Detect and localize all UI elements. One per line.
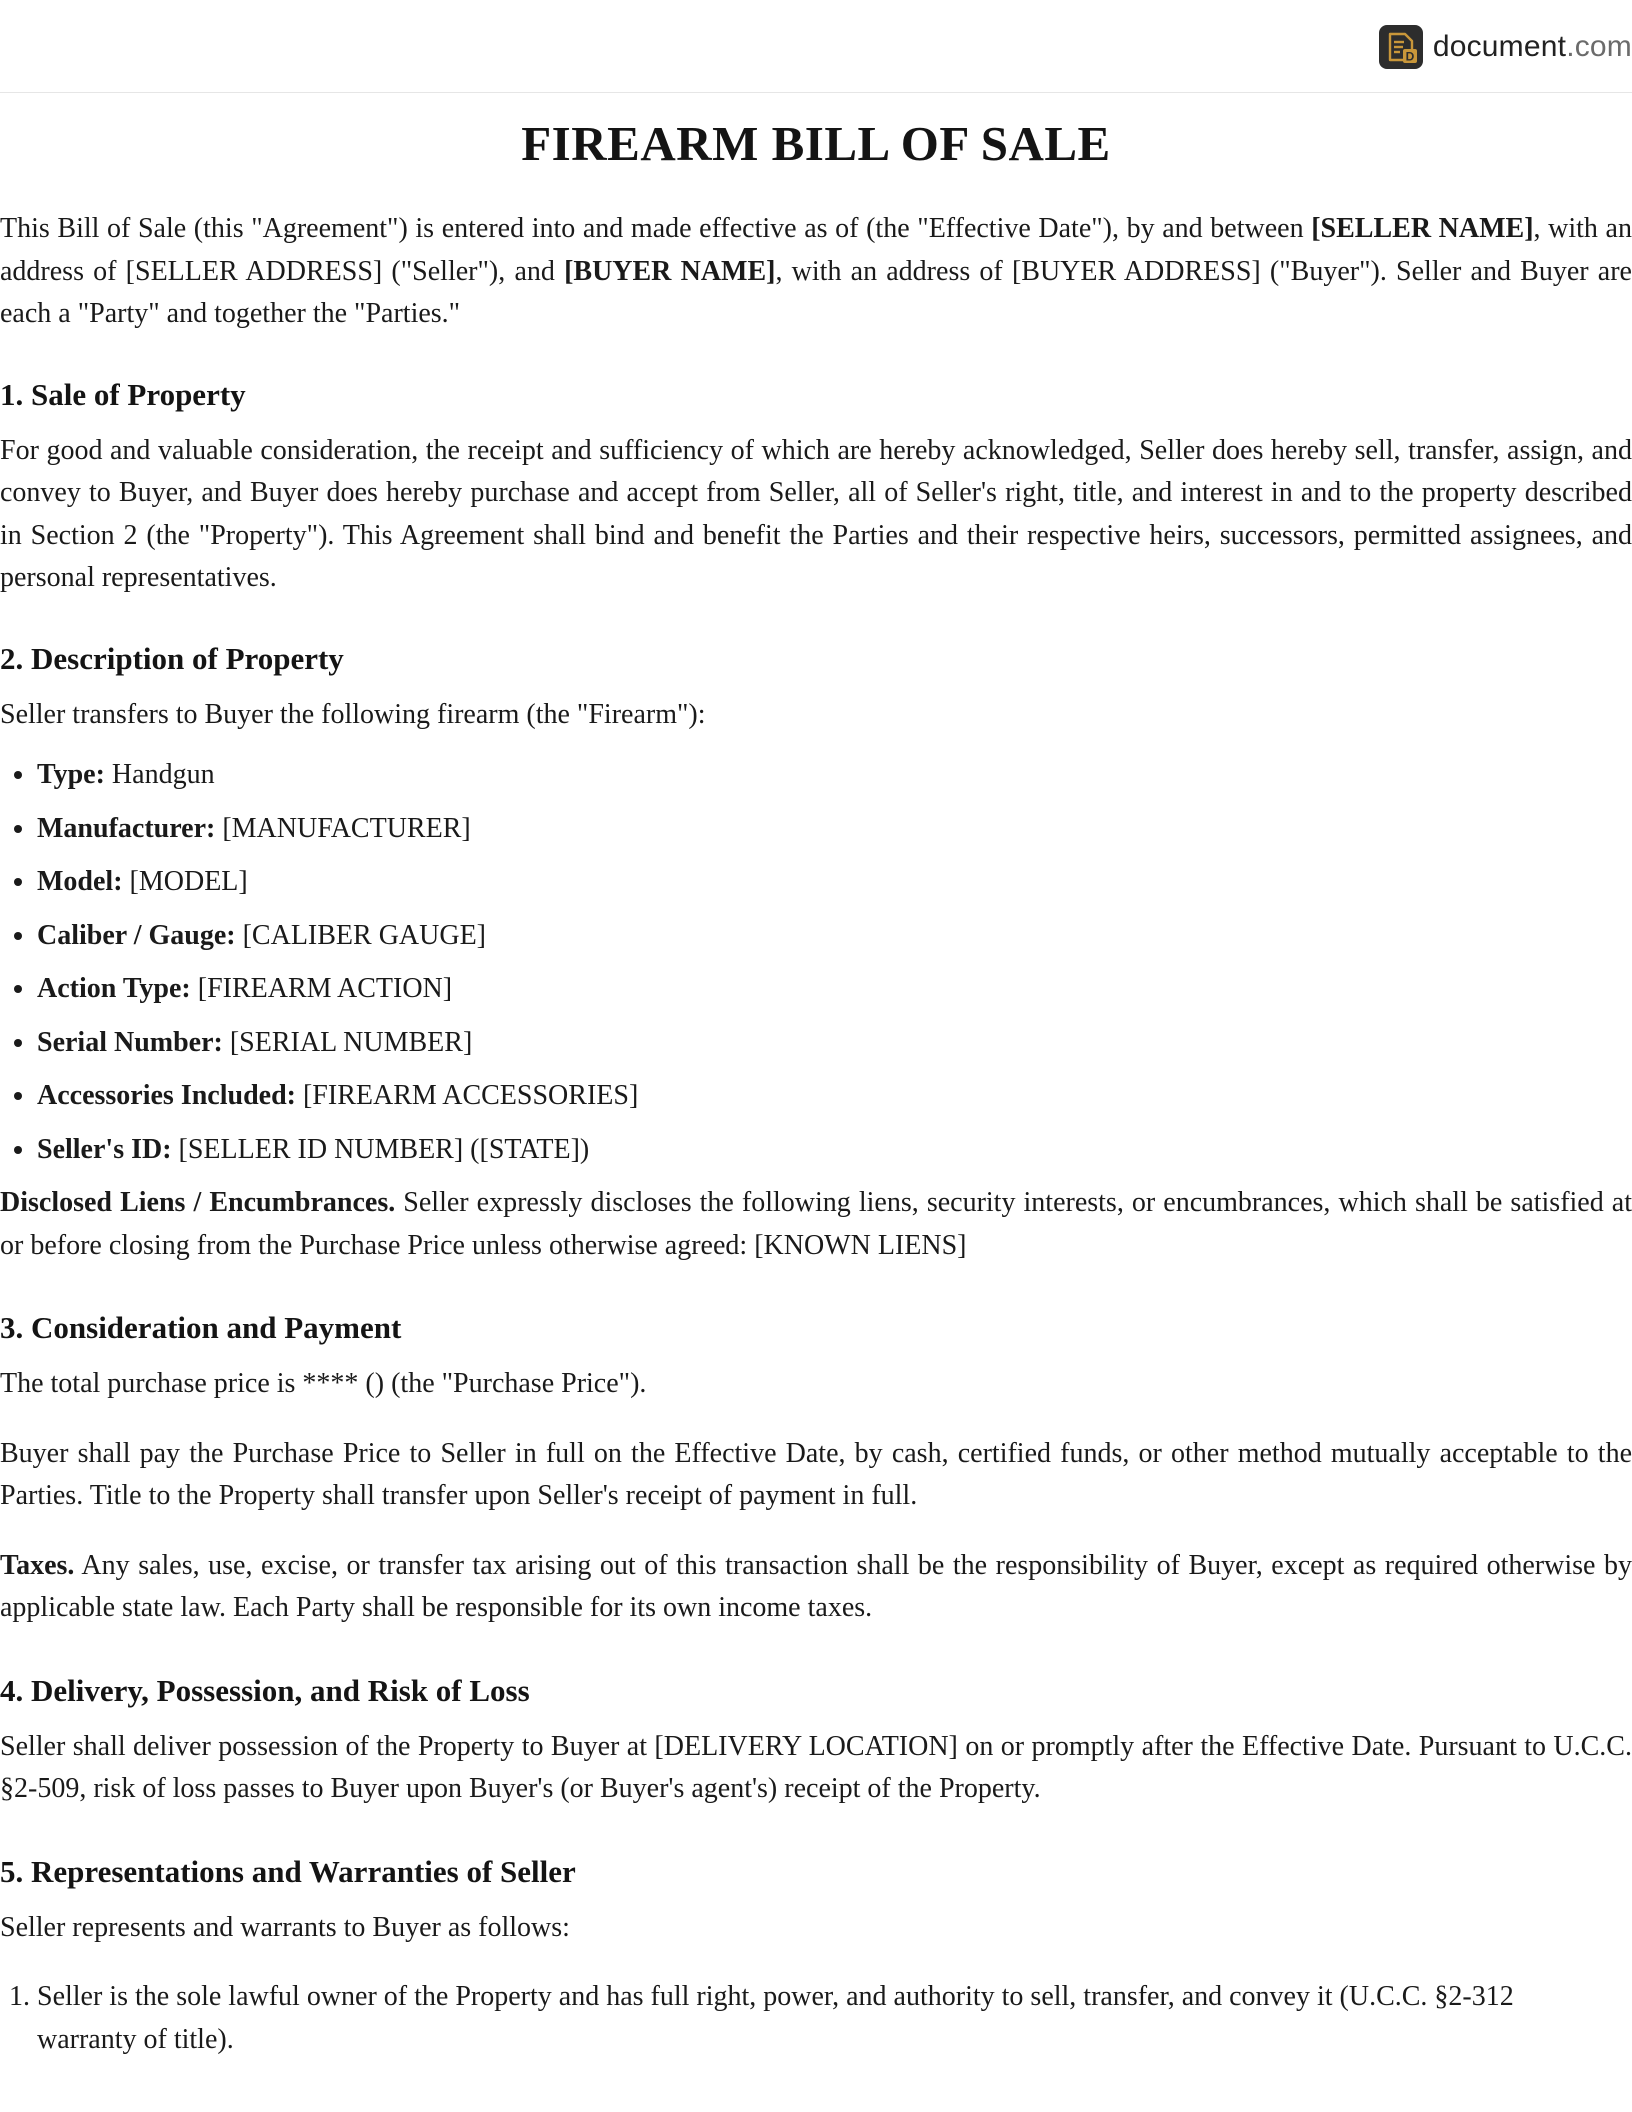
list-item: • Seller's ID: [SELLER ID NUMBER] ([STATE]) [37,1129,1632,1171]
list-item: • Serial Number: [SERIAL NUMBER] [37,1022,1632,1064]
section-3-heading: 3. Consideration and Payment [0,1310,402,1345]
svg-text:D: D [1405,49,1415,64]
seller-name-placeholder: [SELLER NAME] [1311,213,1534,244]
section-5-body: Seller represents and warrants to Buyer as follows: [0,1911,570,1943]
list-item: • Type: Handgun [37,754,1632,796]
list-item: • Caliber / Gauge: [CALIBER GAUGE] [37,915,1632,957]
payment-paragraph: Buyer shall pay the Purchase Price to Seller in full on the Effective Date, by cash, certified funds, or other method mutually acceptable to the Parties. Title to the Property shall transfer upon Seller's receipt of payment in full. [0,1437,1632,1511]
section-4-heading: 4. Delivery, Possession, and Risk of Loss [0,1672,530,1708]
purchase-price-paragraph: The total purchase price is **** () (the "Purchase Price"). [0,1368,647,1399]
section-1-body: For good and valuable consideration, the receipt and sufficiency of which are hereby acknowledged, Seller does hereby sell, transfer, assign, and convey to Buyer, and Buyer does hereby purchase and accept from Seller, all of Seller's right, title, and interest in and to the property described in Section 2 (the "Property"). This Agreement shall bind and benefit the Parties and their respective heirs, successors, permitted assignees, and personal representatives. [0,434,1632,593]
document-body [0,104,1632,2061]
brand-logo[interactable] [1379,25,1632,69]
liens-paragraph: Disclosed Liens / Encumbrances. Seller expressly discloses the following liens, security interests, or encumbrances, which shall be satisfied at or before closing from the Purchase Price unless otherwise agreed: [KNOWN LIENS] [0,1187,1632,1261]
list-item: • Action Type: [FIREARM ACTION] [37,968,1632,1010]
list-item: • Manufacturer: [MANUFACTURER] [37,808,1632,850]
list-item: • Model: [MODEL] [37,861,1632,903]
list-item: • Accessories Included: [FIREARM ACCESSORIES] [37,1075,1632,1117]
buyer-name-placeholder: [BUYER NAME] [564,255,776,287]
intro-paragraph: This Bill of Sale (this "Agreement") is entered into and made effective as of (the "Effective Date"), by and between [SELLER NAME], with an address of [SELLER ADDRESS] ("Seller"), and [BUYER NAME], with an address of [BUYER ADDRESS] ("Buyer"). Seller and Buyer are each a "Party" and together the "Parties." [0,213,1632,329]
header-bar [0,0,1632,93]
document-logo-icon [1379,25,1423,69]
warranties-list [0,1976,1632,2061]
section-2-body: Seller transfers to Buyer the following firearm (the "Firearm"): [0,698,706,730]
firearm-details-list [0,754,1632,1171]
section-1-heading: 1. Sale of Property [0,376,246,412]
section-5-heading: 5. Representations and Warranties of Seller [0,1853,576,1889]
brand-name: document.com [1432,30,1632,63]
list-item: 1. Seller is the sole lawful owner of the Property and has full right, power, and authority to sell, transfer, and convey it (U.C.C. §2-312 warranty of title). [37,1976,1632,2061]
taxes-paragraph: Taxes. Any sales, use, excise, or transfer tax arising out of this transaction shall be the responsibility of Buyer, except as required otherwise by applicable state law. Each Party shall be responsible for its own income taxes. [0,1549,1632,1623]
document-title: FIREARM BILL OF SALE [521,116,1111,171]
section-4-body: Seller shall deliver possession of the Property to Buyer at [DELIVERY LOCATION] on or promptly after the Effective Date. Pursuant to U.C.C. §2-509, risk of loss passes to Buyer upon Buyer's (or Buyer's agent's) receipt of the Property. [0,1730,1632,1804]
section-2-heading: 2. Description of Property [0,640,344,676]
